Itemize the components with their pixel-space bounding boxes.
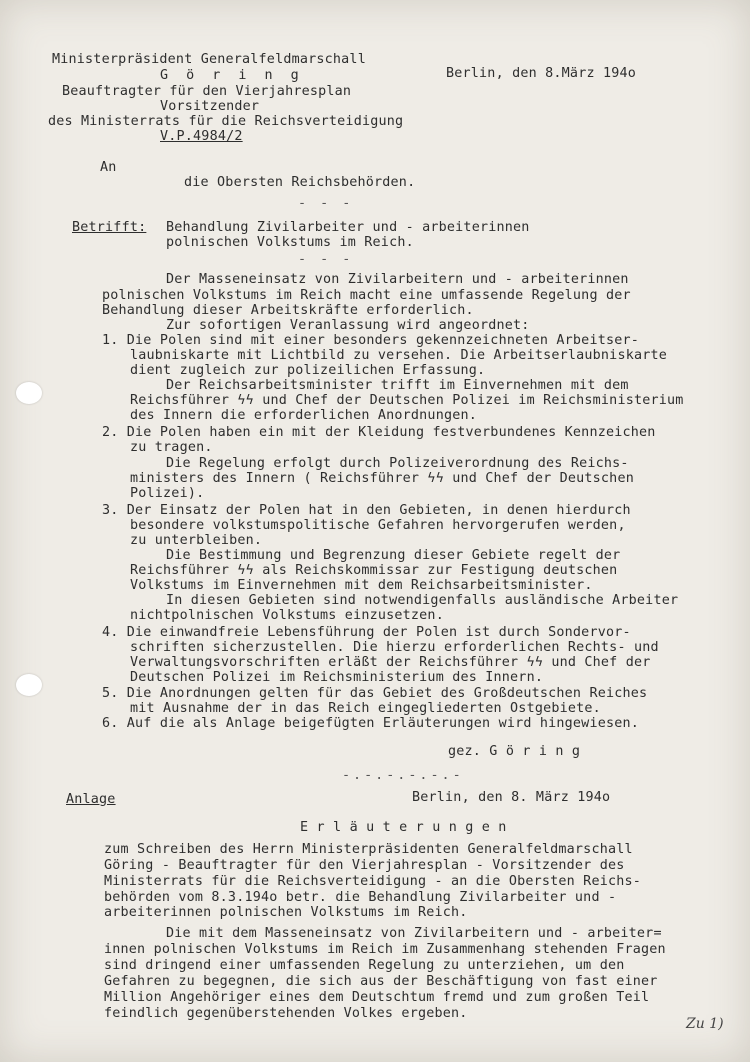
recipient: die Obersten Reichsbehörden.	[184, 175, 416, 190]
body-line: Der Reichsarbeitsminister trifft im Einvernehmen mit dem	[166, 378, 629, 393]
body-line: 5. Die Anordnungen gelten für das Gebiet des Großdeutschen Reiches	[102, 686, 648, 701]
annex-date: Berlin, den 8. März 194o	[412, 790, 611, 805]
sender-line-5: des Ministerrats für die Reichsverteidigung	[48, 114, 404, 129]
annex-line: Million Angehöriger eines dem Deutschtum fremd und zum großen Teil	[104, 990, 650, 1005]
body-line: Der Masseneinsatz von Zivilarbeitern und - arbeiterinnen	[166, 272, 629, 287]
body-line: zu unterbleiben.	[130, 533, 263, 548]
annex-line: behörden vom 8.3.194o betr. die Behandlung Zivilarbeiter und -	[104, 890, 617, 905]
subject-line-2: polnischen Volkstums im Reich.	[166, 235, 414, 250]
annex-line: Die mit dem Masseneinsatz von Zivilarbeitern und - arbeiter=	[166, 926, 662, 941]
body-line: 6. Auf die als Anlage beigefügten Erläuterungen wird hingewiesen.	[102, 716, 640, 731]
sender-line-3: Beauftragter für den Vierjahresplan	[62, 84, 352, 99]
page-note: Zu 1)	[686, 1016, 724, 1032]
body-line: des Innern die erforderlichen Anordnungen.	[130, 408, 477, 423]
address-an: An	[100, 160, 117, 175]
body-line: besondere volkstumspolitische Gefahren hervorgerufen werden,	[130, 518, 626, 533]
punch-hole-top	[16, 382, 42, 404]
separator-2: - - -	[298, 252, 354, 267]
body-line: ministers des Innern ( Reichsführer ϟϟ und Chef der Deutschen	[130, 471, 634, 486]
sender-name: G ö r i n g	[160, 68, 304, 83]
body-line: polnischen Volkstums im Reich macht eine umfassende Regelung der	[102, 288, 631, 303]
annex-line: Gefahren zu begegnen, die sich aus der Beschäftigung von fast einer	[104, 974, 658, 989]
annex-line: zum Schreiben des Herrn Ministerpräsidenten Generalfeldmarschall	[104, 842, 633, 857]
annex-title: E r l ä u t e r u n g e n	[300, 820, 507, 835]
body-line: 3. Der Einsatz der Polen hat in den Gebieten, in denen hierdurch	[102, 503, 631, 518]
body-line: Die Regelung erfolgt durch Polizeiverordnung des Reichs-	[166, 456, 629, 471]
body-line: zu tragen.	[130, 440, 213, 455]
subject-line-1: Behandlung Zivilarbeiter und - arbeiterinnen	[166, 220, 530, 235]
body-line: 1. Die Polen sind mit einer besonders gekennzeichneten Arbeitser-	[102, 333, 640, 348]
body-line: schriften sicherzustellen. Die hierzu erforderlichen Rechts- und	[130, 640, 659, 655]
annex-line: Göring - Beauftragter für den Vierjahresplan - Vorsitzender des	[104, 858, 625, 873]
sender-line-4: Vorsitzender	[160, 99, 260, 114]
body-line: Reichsführer ϟϟ und Chef der Deutschen Polizei im Reichsministerium	[130, 393, 684, 408]
annex-line: innen polnischen Volkstums im Reich im Zusammenhang stehenden Fragen	[104, 942, 666, 957]
body-line: 2. Die Polen haben ein mit der Kleidung festverbundenes Kennzeichen	[102, 425, 656, 440]
body-line: Behandlung dieser Arbeitskräfte erforderlich.	[102, 303, 474, 318]
body-line: Polizei).	[130, 486, 205, 501]
body-line: In diesen Gebieten sind notwendigenfalls ausländische Arbeiter	[166, 593, 679, 608]
annex-line: feindlich gegenüberstehenden Volkes ergeben.	[104, 1006, 468, 1021]
body-line: Deutschen Polizei im Reichsministerium des Innern.	[130, 670, 544, 685]
signature: gez. G ö r i n g	[448, 744, 581, 759]
letter-date: Berlin, den 8.März 194o	[446, 66, 637, 81]
annex-line: Ministerrats für die Reichsverteidigung - an die Obersten Reichs-	[104, 874, 642, 889]
body-line: mit Ausnahme der in das Reich eingegliederten Ostgebiete.	[130, 701, 601, 716]
punch-hole-bottom	[16, 674, 42, 696]
sender-line-1: Ministerpräsident Generalfeldmarschall	[52, 52, 366, 67]
body-line: Die Bestimmung und Begrenzung dieser Gebiete regelt der	[166, 548, 621, 563]
body-line: Reichsführer ϟϟ als Reichskommissar zur Festigung deutschen	[130, 563, 618, 578]
body-line: Zur sofortigen Veranlassung wird angeordnet:	[166, 318, 530, 333]
body-line: Verwaltungsvorschriften erläßt der Reichsführer ϟϟ und Chef der	[130, 655, 651, 670]
annex-line: arbeiterinnen polnischen Volkstums im Reich.	[104, 905, 468, 920]
separator-1: - - -	[298, 196, 354, 211]
body-line: nichtpolnischen Volkstums einzusetzen.	[130, 608, 444, 623]
body-line: Volkstums im Einvernehmen mit dem Reichsarbeitsminister.	[130, 578, 593, 593]
body-line: dient zugleich zur polizeilichen Erfassung.	[130, 363, 486, 378]
annex-line: sind dringend einer umfassenden Regelung zu unterziehen, um den	[104, 958, 625, 973]
body-line: 4. Die einwandfreie Lebensführung der Polen ist durch Sondervor-	[102, 625, 631, 640]
divider: -.-.-.-.-.-	[342, 768, 464, 783]
annex-label: Anlage	[66, 792, 116, 807]
subject-label: Betrifft:	[72, 220, 147, 235]
reference-number: V.P.4984/2	[160, 129, 243, 144]
body-line: laubniskarte mit Lichtbild zu versehen. Die Arbeitserlaubniskarte	[130, 348, 668, 363]
